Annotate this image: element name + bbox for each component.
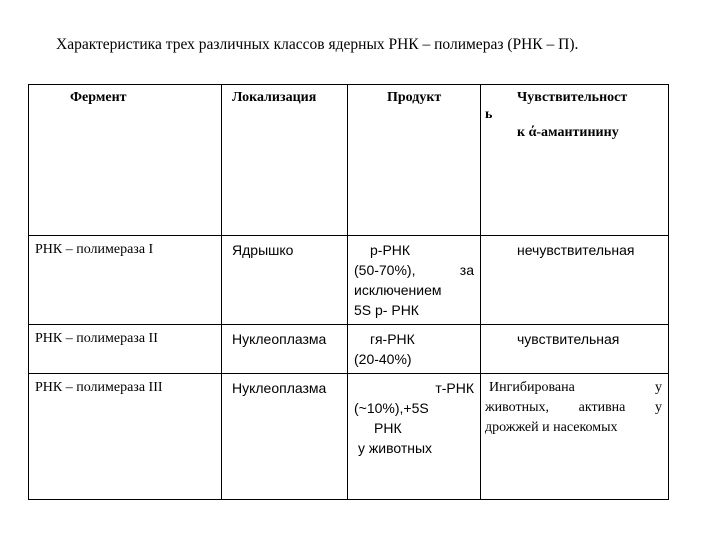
header-product: Продукт (387, 90, 442, 105)
sensitivity-word: животных, (485, 400, 550, 415)
enzyme-cell (29, 236, 222, 325)
page-title: Характеристика трех различных классов ядерных РНК – полимераз (РНК – П). (56, 36, 579, 53)
header-enzyme: Фермент (70, 90, 127, 105)
table-row (29, 374, 669, 500)
product-line: исключением (354, 282, 442, 298)
product-cell (348, 374, 481, 500)
product-value (348, 236, 480, 324)
product-line (354, 260, 474, 280)
product-value (348, 325, 480, 373)
header-enzyme-cell (29, 85, 222, 236)
localization-value: Нуклеоплазма (232, 380, 327, 396)
product-line: р-РНК (370, 242, 411, 258)
sensitivity-line: дрожжей и насекомых (485, 420, 618, 435)
table-row (29, 325, 669, 374)
product-line: у животных (358, 440, 433, 456)
product-line: РНК (374, 420, 402, 436)
sensitivity-word: у (655, 400, 662, 415)
enzyme-cell (29, 325, 222, 374)
sensitivity-word: активна (578, 400, 626, 415)
header-product-cell (348, 85, 481, 236)
sensitivity-word: Ингибирована (489, 380, 575, 395)
table-header-row (29, 85, 669, 236)
localization-cell (222, 325, 348, 374)
sensitivity-line (485, 378, 662, 398)
header-sensitivity-line3: к ά-амантинину (517, 125, 619, 140)
rna-polymerase-table (28, 84, 669, 500)
product-line: (20-40%) (354, 351, 412, 367)
header-sensitivity-cell (481, 85, 669, 236)
product-word: (50-70%), (354, 262, 416, 278)
table-row (29, 236, 669, 325)
product-word: за (459, 262, 474, 278)
enzyme-name: РНК – полимераза I (35, 242, 154, 257)
product-line: т-РНК (435, 380, 474, 396)
product-line: (~10%),+5S (354, 400, 429, 416)
localization-value: Нуклеоплазма (232, 331, 327, 347)
localization-cell (222, 374, 348, 500)
header-localization-cell (222, 85, 348, 236)
enzyme-name: РНК – полимераза II (35, 331, 158, 346)
sensitivity-value (481, 374, 668, 442)
header-sensitivity-line1: Чувствительност (517, 90, 628, 105)
header-localization: Локализация (232, 90, 317, 105)
product-value (348, 374, 480, 462)
header-sensitivity-line2: ь (485, 107, 493, 122)
product-line: гя-РНК (370, 331, 415, 347)
localization-value: Ядрышко (232, 242, 294, 258)
localization-cell (222, 236, 348, 325)
product-cell (348, 236, 481, 325)
sensitivity-line (485, 398, 662, 418)
sensitivity-cell (481, 374, 669, 500)
sensitivity-cell (481, 236, 669, 325)
sensitivity-cell (481, 325, 669, 374)
enzyme-name: РНК – полимераза III (35, 380, 163, 395)
enzyme-cell (29, 374, 222, 500)
product-cell (348, 325, 481, 374)
sensitivity-value: нечувствительная (517, 242, 635, 258)
sensitivity-value: чувствительная (517, 331, 620, 347)
product-line: 5S р- РНК (354, 302, 419, 318)
sensitivity-word: у (655, 380, 662, 395)
